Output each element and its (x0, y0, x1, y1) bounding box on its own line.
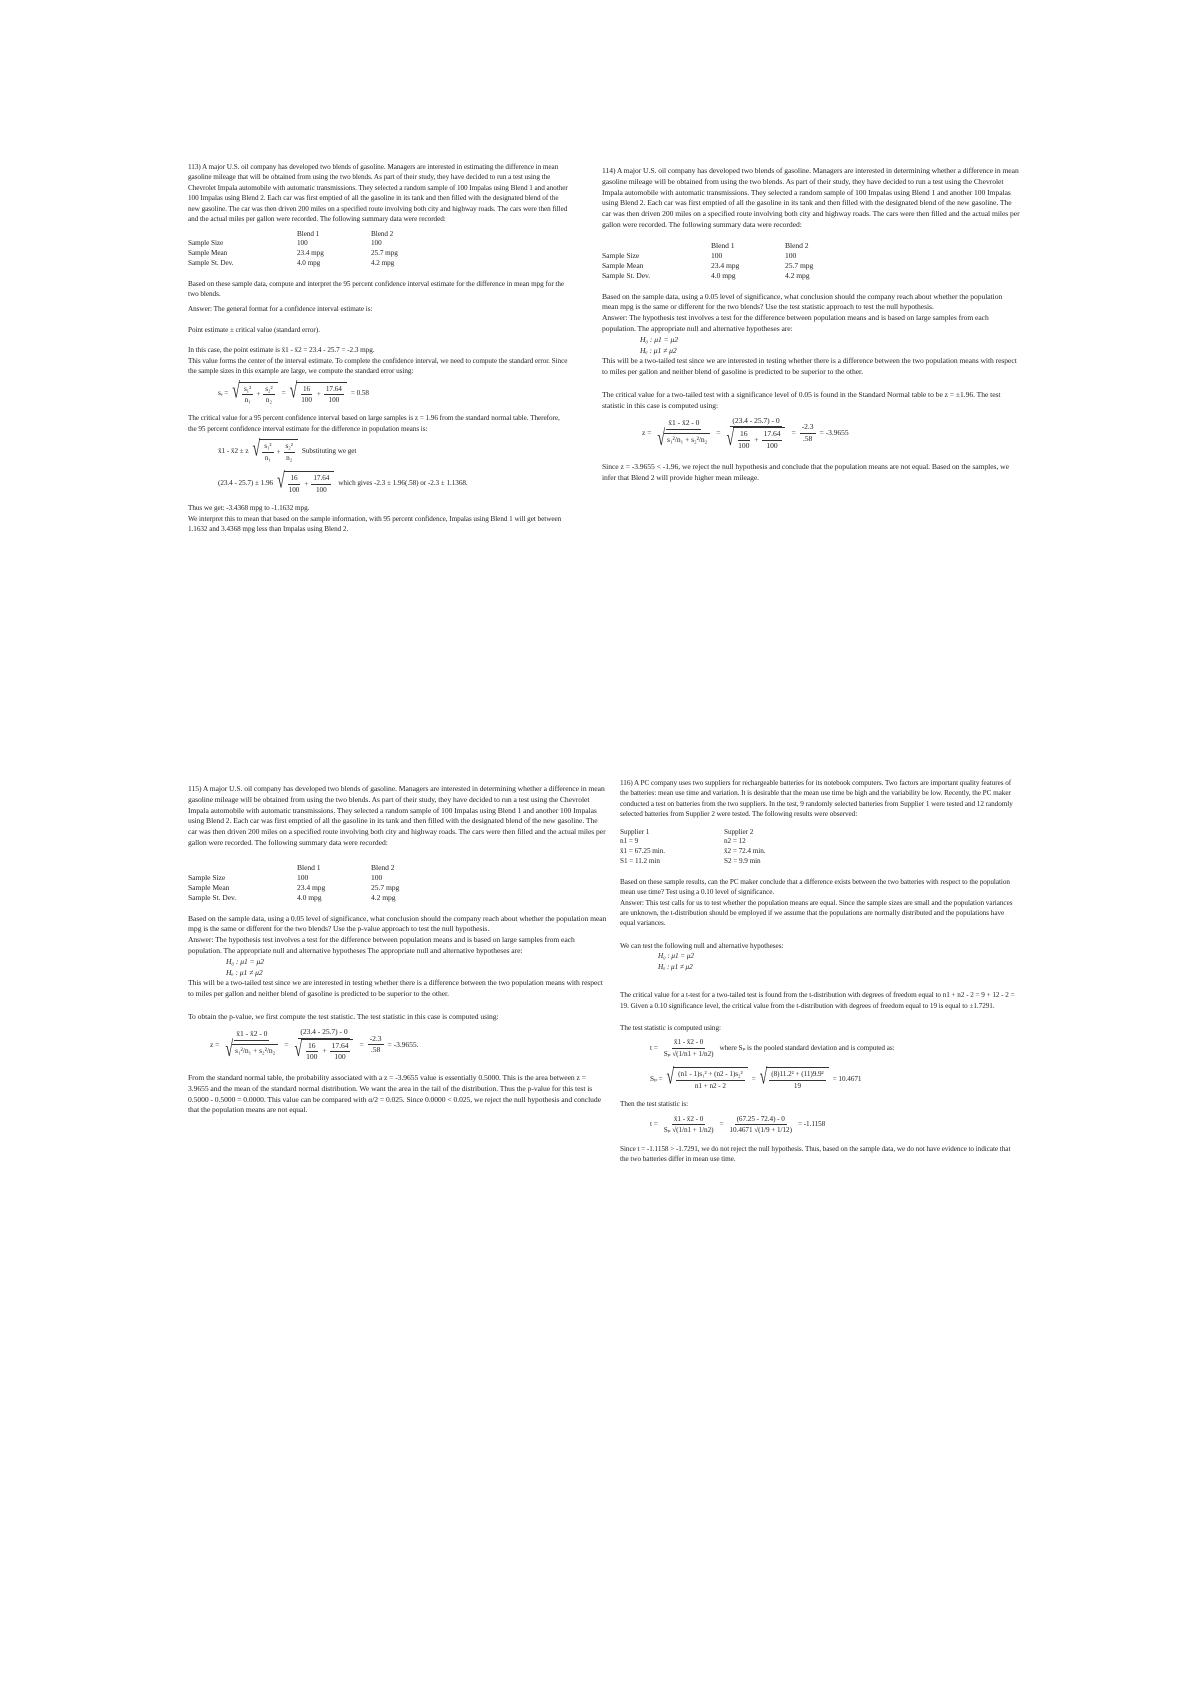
table-cell: 4.2 mpg (371, 893, 396, 903)
table-cell: 100 (297, 872, 309, 882)
z-fraction: x̄1 - x̄2 - 0 √ s₁²/n₁ + s₂²/n₂ (655, 418, 712, 450)
table-cell: 4.0 mpg (711, 271, 736, 281)
q113-question: Based on these sample data, compute and interpret the 95 percent confidence interval estimate for the difference in mean mpg for the two blends. (188, 279, 565, 298)
question-116 (620, 778, 1020, 1169)
table-cell: S1 = 11.2 min (620, 856, 660, 865)
table-cell: 4.0 mpg (297, 258, 321, 267)
formula-term: .58 (802, 434, 813, 444)
formula-term: s₂² (263, 384, 274, 395)
q116-critical: The critical value for a t-test for a two-tailed test is found from the t-distribution with degrees of freedom equal to n1 + n2 - 2 = 9 + 12 - 2 = 19. Given a 0.10 significance level, the critical value from the t-distribution with degrees of freedom equal to 19 is equal to ±1.7291. (620, 991, 1015, 1010)
q116-supplier-table (620, 828, 780, 867)
formula-note: where Sₚ is the pooled standard deviation and is computed as: (719, 1044, 895, 1053)
radical: √ $\frac{\text{s₁²}}{\text{n₁}}$ + $\frac{\text{s₂²}}{\text{n₂}}$ (253, 439, 298, 463)
q114-conclusion: Since z = -3.9655 < -1.96, we reject the null hypothesis and conclude that the population means are not equal. Based on the samples, we infer that Blend 2 will provide higher mean mileage. (602, 461, 1009, 482)
table-row (602, 251, 827, 261)
q116-hyp-intro: We can test the following null and alternative hypotheses: (620, 941, 784, 950)
formula-term: (8)11.2² + (11)9.9² (769, 1069, 825, 1080)
alternative-hypothesis: Hₐ : μ1 ≠ μ2 (226, 967, 263, 977)
formula-term: 100 (766, 441, 778, 451)
table-row (188, 239, 412, 249)
formula-term: Sₚ √(1/n1 + 1/n2) (663, 1126, 714, 1135)
table-header: Blend 1 (297, 229, 320, 238)
table-cell: 23.4 mpg (297, 883, 326, 893)
table-cell: 4.2 mpg (785, 271, 810, 281)
null-hypothesis: H₀ : μ1 = μ2 (658, 952, 694, 961)
formula-lhs: Sₚ = (650, 1075, 663, 1084)
q115-two-tailed: This will be a two-tailed test since we are interested in testing whether there is a difference between the two population means with respect to miles per gallon and neither blend of gasoline is predicted to be superior to the other. (188, 978, 603, 999)
confidence-interval-formula (188, 439, 570, 463)
table-cell: x̄1 = 67.25 min. (620, 847, 666, 856)
table-row (620, 847, 780, 857)
table-cell: 100 (785, 250, 797, 260)
table-cell: 4.2 mpg (371, 258, 395, 267)
table-cell: 100 (711, 250, 723, 260)
formula-term: x̄1 - x̄2 - 0 (672, 1114, 705, 1125)
formula-lhs: x̄1 - x̄2 ± z (218, 447, 249, 456)
table-cell: Sample Size (188, 239, 224, 248)
formula-lhs: t = (650, 1044, 658, 1053)
table-header: Blend 2 (785, 240, 809, 250)
table-cell: S2 = 9.9 min (724, 856, 761, 865)
formula-term: x̄1 - x̄2 - 0 (666, 418, 701, 430)
q116-conclusion: Since t = -1.1158 > -1.7291, we do not reject the null hypothesis. Thus, based on the sample data, we do not have evidence to indicate that the two batteries differ in mean use time. (620, 1144, 1011, 1163)
question-115 (188, 784, 608, 1121)
table-row (188, 883, 413, 893)
formula-term: x̄1 - x̄2 - 0 (672, 1037, 705, 1048)
formula-term: n₂ (286, 453, 293, 462)
formula-term: (23.4 - 25.7) - 0 (730, 416, 781, 428)
formula-term: -2.3 (368, 1034, 384, 1046)
formula-lhs: sₑ = (218, 389, 229, 398)
t-statistic-value: t = $\frac{x̄1 - x̄2 - 0}{\text{Sₚ √(1/n1 + 1/n2)}}$ = $\frac{(67.25 - 72.4) - 0}{10.4671 √(1/9 + 1/12)}$ = -1.1158 (650, 1114, 826, 1135)
formula-term: n₁ (244, 396, 251, 404)
table-cell: Sample Mean (188, 883, 230, 893)
table-cell: Sample Mean (188, 249, 228, 258)
q113-critical-text: The critical value for a 95 percent confidence interval based on large samples is z = 1.96 from the standard normal table. Therefore, the 95 percent confidence interval estimate for the difference in population means is: (188, 414, 560, 433)
standard-error-formula: sₑ = √ $\frac{\text{s₁²}}{\text{n₁}}$ + $\frac{\text{s₂²}}{\text{n₂}}$ = √ $\frac{16}{100}$ + $\frac{17.64}{100}$ = 0.58 (218, 380, 369, 405)
formula-lhs: t = (650, 1120, 658, 1129)
z-fraction-substituted: (23.4 - 25.7) - 0 √ $\frac{16}{100}$ + $\frac{17.64}{100}$ (724, 416, 787, 452)
q116-stat-intro: The test statistic is computed using: (620, 1024, 721, 1032)
table-header: Supplier 1 (620, 827, 650, 836)
table-row (620, 837, 780, 847)
formula-term: 17.64 (330, 1041, 351, 1053)
table-row (188, 893, 413, 903)
formula-term: -2.3 (800, 422, 816, 434)
formula-term: .58 (370, 1045, 381, 1055)
formula-term: Sₚ √(1/n1 + 1/n2) (663, 1049, 714, 1058)
formula-result: = 0.58 (350, 389, 369, 398)
table-cell: 25.7 mpg (371, 249, 398, 258)
table-cell: 25.7 mpg (785, 261, 814, 271)
q115-summary-table (188, 863, 413, 904)
q115-pvalue-intro: To obtain the p-value, we first compute the test statistic. The test statistic in this case is computed using: (188, 1011, 499, 1021)
q114-critical: The critical value for a two-tailed test with a significance level of 0.05 is found in the Standard Normal table to be z = ±1.96. The test statistic in this case is computed using: (602, 389, 1001, 410)
q115-answer: Answer: The hypothesis test involves a test for the difference between population means and is based on large samples from each population. The appropriate null and alternative hypotheses The appropriate null and alternative hypotheses are: (188, 935, 575, 956)
formula-term: 100 (316, 485, 327, 494)
table-cell: Sample Mean (602, 261, 644, 271)
formula-result: = -3.9655 (819, 428, 849, 438)
formula-term: 19 (793, 1081, 801, 1090)
z-fraction-substituted: (23.4 - 25.7) - 0 √ $\frac{16}{100}$ + $\frac{17.64}{100}$ (292, 1027, 355, 1063)
formula-term: 100 (738, 441, 750, 451)
table-cell: n1 = 9 (620, 837, 639, 846)
formula-term: s₁² (242, 384, 253, 395)
table-cell: Sample St. Dev. (602, 271, 651, 281)
table-cell: 25.7 mpg (371, 883, 400, 893)
formula-note: which gives -2.3 ± 1.96(.58) or -2.3 ± 1.1368. (338, 478, 468, 487)
table-header (188, 230, 297, 240)
q113-interpretation: We interpret this to mean that based on the sample information, with 95 percent confidence, Impalas using Blend 1 will get between 1.1632 and 3.4368 mpg less than Impalas using Blend 2. (188, 514, 562, 533)
table-cell: 100 (371, 239, 382, 248)
radical: √ $\frac{16}{100}$ + $\frac{17.64}{100}$ (277, 471, 334, 495)
q115-intro: 115) A major U.S. oil company has developed two blends of gasoline. Managers are interested in determining whether a difference in mean gasoline mileage will be obtained from using the two blends. As part of their study, they have decided to run a test using the Chevrolet Impala automobile with automatic transmissions. They selected a random sample of 100 Impalas using Blend 1 and another 100 Impalas using Blend 2. Each car was first emptied of all the gasoline in its tank and then filled with the designated blend of the new gasoline. The car was then driven 200 miles on a specified route involving both city and highway roads. The cars were then filled and the actual miles per gallon were recorded. The following summary data were recorded: (188, 784, 606, 847)
pooled-sd-formula: Sₚ = √ $\frac{\text{(n1 - 1)s₁² + (n2 - 1)s₂²}}{n1 + n2 - 2}$ = √ $\frac{\text{(8)11.2² + (11)9.9²}}{19}$ = 10.4671 (650, 1066, 862, 1091)
formula-term: n1 + n2 - 2 (694, 1081, 726, 1090)
q114-summary-table (602, 241, 827, 282)
table-header: Supplier 2 (724, 827, 754, 836)
q114-question: Based on the sample data, using a 0.05 level of significance, what conclusion should the company reach about whether the population mean mpg is the same or different for the two blends? Use the test statistic approach to test the null hypothesis. (602, 291, 1003, 312)
alternative-hypothesis: Hₐ : μ1 ≠ μ2 (640, 345, 677, 355)
q116-question: Based on these sample results, can the PC maker conclude that a difference exists between the two batteries with respect to the population mean use time? Test using a 0.10 level of significance. (620, 877, 1010, 897)
table-header: Blend 2 (371, 229, 394, 238)
formula-lhs: (23.4 - 25.7) ± 1.96 (218, 478, 274, 487)
formula-term: 10.4671 √(1/9 + 1/12) (729, 1126, 792, 1135)
formula-term: 16 (288, 473, 299, 484)
q115-conclusion: From the standard normal table, the probability associated with a z = -3.9655 value is essentially 0.5000. This is the area between z = 3.9655 and the mean of the standard normal distribution. We want the area in the tail of the distribution. Thus the p-value for this test is 0.5000 - 0.5000 = 0.0000. This value can be compared with α/2 = 0.025. Since 0.0000 < 0.025, we reject the null hypothesis and conclude that the population means are not equal. (188, 1073, 601, 1115)
table-row (188, 259, 412, 269)
formula-term: 17.64 (311, 473, 331, 484)
formula-term: 16 (301, 384, 312, 395)
table-row (188, 249, 412, 259)
formula-term: (23.4 - 25.7) - 0 (298, 1027, 349, 1039)
table-cell: Sample St. Dev. (188, 893, 237, 903)
null-hypothesis: H₀ : μ1 = μ2 (640, 334, 678, 344)
table-row (188, 873, 413, 883)
table-cell: 23.4 mpg (297, 249, 324, 258)
formula-term: (67.25 - 72.4) - 0 (735, 1114, 787, 1125)
q113-answer-intro: Answer: The general format for a confidence interval estimate is: (188, 305, 373, 314)
table-cell: x̄2 = 72.4 min. (724, 847, 766, 856)
table-cell: Sample St. Dev. (188, 258, 234, 267)
radical: √ $\frac{16}{100}$ + $\frac{17.64}{100}$ (290, 382, 347, 406)
q113-intro: 113) A major U.S. oil company has developed two blends of gasoline. Managers are interested in estimating the difference in mean gasoline mileage that will be obtained from using the two blends. As part of their study, they have decided to run a test using the Chevrolet Impala automobile with automatic transmissions. They selected a random sample of 100 Impalas using Blend 1 and another 100 Impalas using Blend 2. Each car was first emptied of all the gasoline in its tank and then filled with the designated blend of the new gasoline. The car was then driven 200 miles on a specified route involving both city and highway roads. The cars were then filled and the actual miles per gallon were recorded. The following summary data were recorded: (188, 163, 568, 224)
q114-answer: Answer: The hypothesis test involves a test for the difference between population means and is based on large samples from each population. The appropriate null and alternative hypotheses are: (602, 313, 989, 334)
formula-term: 17.64 (762, 429, 783, 441)
alternative-hypothesis: Hₐ : μ1 ≠ μ2 (658, 962, 693, 971)
radical: √ $\frac{\text{s₁²}}{\text{n₁}}$ + $\frac{\text{s₂²}}{\text{n₂}}$ (232, 382, 277, 406)
question-114 (602, 166, 1020, 488)
table-header (602, 241, 711, 251)
table-row (602, 271, 827, 281)
formula-term: 100 (328, 396, 340, 404)
t-statistic-formula (620, 1037, 1020, 1059)
formula-term: x̄1 - x̄2 - 0 (234, 1029, 269, 1041)
formula-term: (n1 - 1)s₁² + (n2 - 1)s₂² (676, 1069, 744, 1080)
formula-term: s₁² (262, 441, 273, 452)
table-cell: 100 (297, 239, 308, 248)
table-cell: Sample Size (188, 872, 226, 882)
q113-summary-table (188, 230, 412, 269)
q116-answer: Answer: This test calls for us to test whether the population means are equal. Since the sample sizes are small and the population variances are unknown, the t-distribution should be employed if we assume that the populations are normally distributed and the populations have equal variances. (620, 898, 1013, 928)
table-cell: 23.4 mpg (711, 261, 740, 271)
formula-term: n₂ (265, 396, 272, 404)
formula-term: n₁ (264, 453, 271, 462)
z-statistic-formula: z = x̄1 - x̄2 - 0 √ s₁²/n₁ + s₂²/n₂ = (23.4 - 25.7) - 0 √ $\frac{16}{100}$ + $\frac{17.64}{100}$ = $\frac{-2.3}{.58}$ = -3.9655 (642, 415, 849, 451)
q115-question: Based on the sample data, using a 0.05 level of significance, what conclusion should the company reach about whether the population mean mpg is the same or different for the two blends? Use the p-value approach to test the null hypothesis. (188, 913, 607, 934)
table-cell: Sample Size (602, 250, 640, 260)
q116-intro: 116) A PC company uses two suppliers for rechargeable batteries for its notebook computers. Two factors are important quality features of the batteries: mean use time and variation. It is desirable that the mean use time be high and the variability be low. Recently, the PC maker conducted a test on batteries from the two suppliers. In the test, 9 randomly selected batteries from Supplier 1 were tested and 12 randomly selected batteries from Supplier 2 were tested. The following results were observed: (620, 779, 1013, 819)
formula-term: 100 (334, 1052, 346, 1062)
formula-result: = -1.1158 (797, 1120, 826, 1129)
table-cell: 4.0 mpg (297, 893, 322, 903)
formula-note: Substituting we get (301, 447, 357, 456)
null-hypothesis: H₀ : μ1 = μ2 (226, 956, 264, 966)
table-row (602, 261, 827, 271)
q113-center-text: This value forms the center of the interval estimate. To complete the confidence interval, we need to compute the standard error. Since the sample sizes in this example are large, we compute the standard error using: (188, 356, 568, 376)
formula-term: 100 (288, 485, 300, 494)
table-cell: n2 = 12 (724, 837, 746, 846)
q114-two-tailed: This will be a two-tailed test since we are interested in testing whether there is a difference between the two population means with respect to miles per gallon and neither blend of gasoline is predicted to be superior to the other. (602, 356, 1017, 377)
formula-result: = 10.4671 (832, 1075, 862, 1084)
formula-lhs: z = (210, 1039, 220, 1049)
table-header (188, 863, 297, 873)
table-header: Blend 2 (371, 862, 395, 872)
formula-lhs: z = (642, 428, 652, 438)
formula-term: 100 (306, 1052, 318, 1062)
formula-result: = -3.9655. (387, 1039, 419, 1049)
table-header: Blend 1 (297, 862, 321, 872)
question-113 (188, 162, 570, 539)
q113-point-estimate: In this case, the point estimate is x̄1 - x̄2 = 23.4 - 25.7 = -2.3 mpg. (188, 346, 375, 355)
formula-term: 17.64 (324, 384, 344, 395)
q114-intro: 114) A major U.S. oil company has developed two blends of gasoline. Managers are interested in determining whether a difference in mean gasoline mileage will be obtained from using the two blends. As part of their study, they have decided to run a test using the Chevrolet Impala automobile with automatic transmissions. They selected a random sample of 100 Impalas using Blend 1 and another 100 Impalas using Blend 2. Each car was first emptied of all the gasoline in its tank and then filled with the designated blend of the new gasoline. The car was then driven 200 miles on a specified route involving both city and highway roads. The cars were then filled and the actual miles per gallon were recorded. The following summary data were recorded: (602, 166, 1020, 229)
q113-point-format: Point estimate ± critical value (standard error). (188, 325, 320, 334)
formula-term: s₂² (284, 441, 295, 452)
confidence-interval-substitution (188, 471, 570, 495)
z-statistic-formula: z = x̄1 - x̄2 - 0 √ s₁²/n₁ + s₂²/n₂ = (23.4 - 25.7) - 0 √ $\frac{16}{100}$ + $\frac{17.64}{100}$ = $\frac{-2.3}{.58}$ = -3.9655. (210, 1026, 419, 1063)
table-header: Blend 1 (711, 240, 735, 250)
table-cell: 100 (371, 872, 383, 882)
formula-term: 16 (306, 1041, 318, 1053)
z-fraction: x̄1 - x̄2 - 0 √ s₁²/n₁ + s₂²/n₂ (223, 1029, 280, 1061)
q113-result: Thus we get: -3.4368 mpg to -1.1632 mpg. (188, 504, 310, 513)
table-row (620, 857, 780, 867)
formula-term: 100 (301, 396, 312, 404)
formula-term: 16 (738, 429, 750, 441)
q116-then: Then the test statistic is: (620, 1100, 689, 1109)
